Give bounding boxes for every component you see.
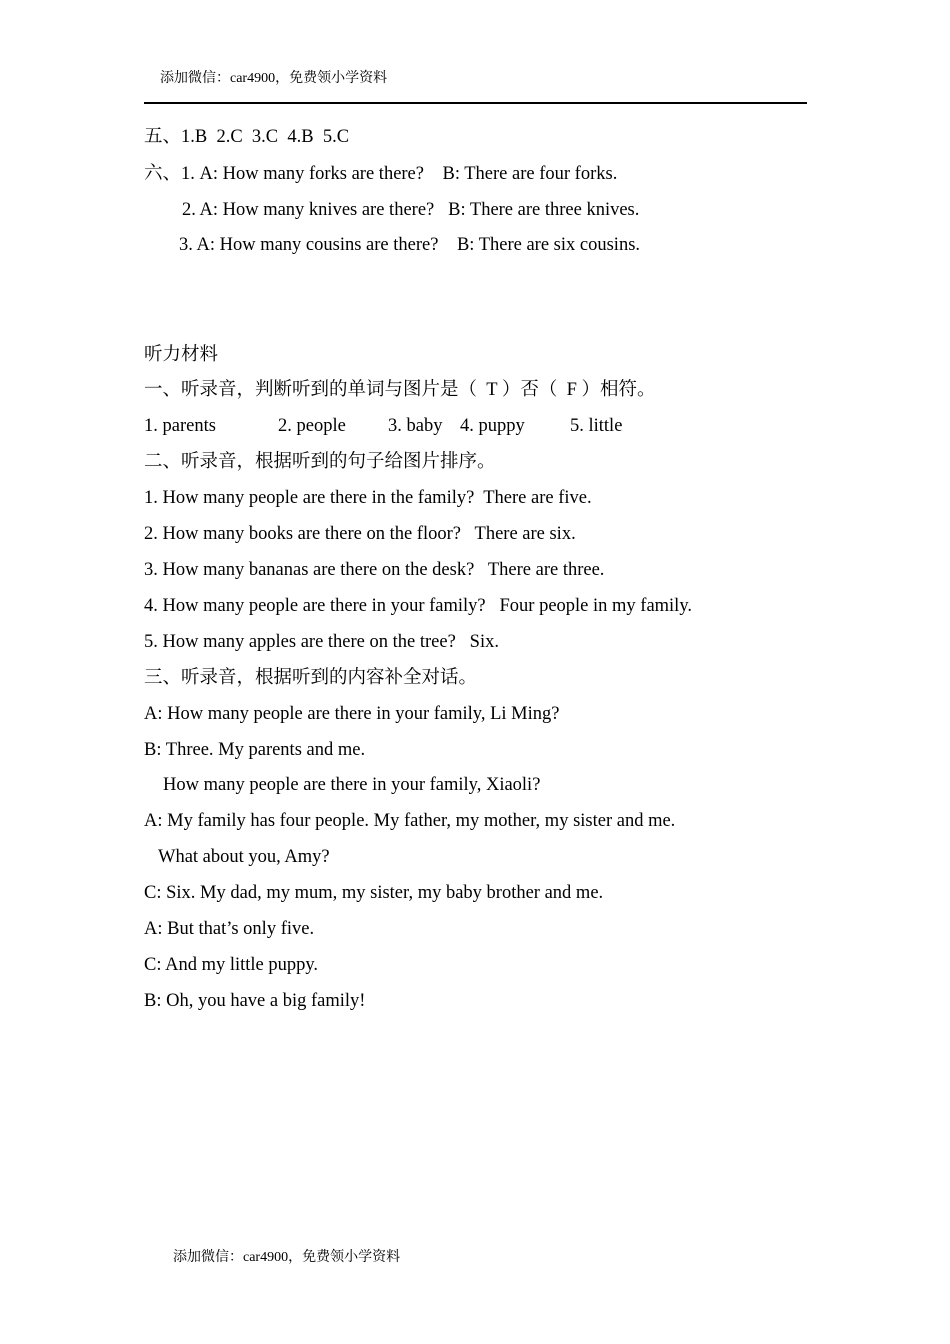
part2-instruction: 二、听录音，根据听到的句子给图片排序。: [144, 452, 496, 472]
answer-section-6-item-1: 六、1. A: How many forks are there? B: There are four forks.: [144, 164, 618, 184]
part1-word-5: 5. little: [570, 416, 623, 436]
answer-section-5: 五、1.B 2.C 3.C 4.B 5.C: [144, 127, 350, 147]
answer-section-6-item-3: 3. A: How many cousins are there? B: There are six cousins.: [179, 235, 641, 255]
dialogue-line-3: How many people are there in your family, Xiaoli?: [163, 775, 541, 795]
part1-word-3: 3. baby: [388, 416, 443, 436]
part1-word-1: 1. parents: [144, 416, 216, 436]
part2-sentence-5: 5. How many apples are there on the tree? Six.: [144, 632, 499, 652]
part2-sentence-4: 4. How many people are there in your family? Four people in my family.: [144, 596, 692, 616]
dialogue-line-7: A: But that’s only five.: [144, 919, 315, 939]
dialogue-line-5: What about you, Amy?: [158, 847, 330, 867]
dialogue-line-4: A: My family has four people. My father, my mother, my sister and me.: [144, 811, 676, 831]
answer-section-6-item-2: 2. A: How many knives are there? B: There are three knives.: [182, 200, 640, 220]
header-text: 添加微信：car4900，免费领小学资料: [160, 71, 388, 86]
dialogue-line-8: C: And my little puppy.: [144, 955, 319, 975]
part2-sentence-3: 3. How many bananas are there on the desk? There are three.: [144, 560, 605, 580]
dialogue-line-2: B: Three. My parents and me.: [144, 740, 366, 760]
part1-instruction: 一、听录音，判断听到的单词与图片是（ T ）否（ F ）相符。: [144, 380, 656, 400]
part2-sentence-2: 2. How many books are there on the floor? There are six.: [144, 524, 576, 544]
part1-word-4: 4. puppy: [460, 416, 525, 436]
part1-word-2: 2. people: [278, 416, 346, 436]
dialogue-line-9: B: Oh, you have a big family!: [144, 991, 366, 1011]
header-divider: [144, 102, 807, 104]
listening-title: 听力材料: [144, 345, 219, 365]
dialogue-line-6: C: Six. My dad, my mum, my sister, my baby brother and me.: [144, 883, 604, 903]
part2-sentence-1: 1. How many people are there in the family? There are five.: [144, 488, 592, 508]
footer-text: 添加微信：car4900，免费领小学资料: [173, 1250, 401, 1265]
part3-instruction: 三、听录音，根据听到的内容补全对话。: [144, 668, 478, 688]
dialogue-line-1: A: How many people are there in your family, Li Ming?: [144, 704, 560, 724]
